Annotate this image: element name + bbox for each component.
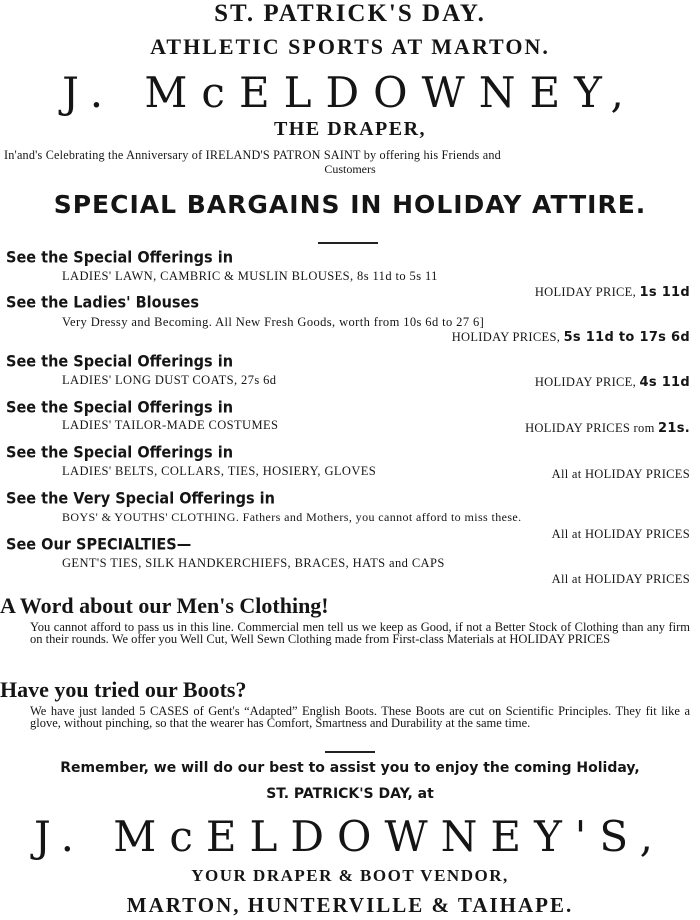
divider (318, 242, 378, 244)
merchant-role: THE DRAPER, (273, 118, 427, 140)
footer-role: YOUR DRAPER & BOOT VENDOR, (191, 866, 509, 885)
offer-heading: See the Very Special Offerings in (6, 490, 275, 508)
price-label: All at HOLIDAY PRICES (551, 467, 690, 481)
offer-heading: See the Special Offerings in (6, 399, 234, 417)
offer-price (525, 421, 690, 436)
offer-heading: See the Special Offerings in (6, 249, 234, 267)
offer-heading: See the Special Offerings in (6, 353, 234, 371)
offer-item: BOYS' & YOUTHS' CLOTHING. Fathers and Mothers, you cannot afford to miss these. (62, 510, 522, 524)
event-title: ST. PATRICK'S DAY. (214, 0, 486, 27)
price-label: HOLIDAY PRICES rom (525, 421, 655, 435)
offer-price (452, 330, 690, 345)
offer-heading: See Our SPECIALTIES— (6, 536, 192, 554)
offer-price (552, 572, 690, 587)
divider (325, 751, 375, 753)
closing-day: ST. PATRICK'S DAY, at (266, 786, 434, 802)
price-label: All at HOLIDAY PRICES (551, 572, 690, 586)
offer-item: LADIES' TAILOR-MADE COSTUMES (62, 418, 279, 432)
footer-towns: MARTON, HUNTERVILLE & TAIHAPE. (126, 893, 574, 917)
price-label: All at HOLIDAY PRICES (551, 527, 690, 541)
offer-price (535, 285, 690, 300)
closing-message: Remember, we will do our best to assist you to enjoy the coming Holiday, (60, 760, 640, 776)
price-value: 21s. (658, 421, 690, 436)
merchant-name: J. McELDOWNEY, (62, 68, 638, 117)
section-body: We have just landed 5 CASES of Gent's “Adapted” English Boots. These Boots are cut on Scientific Principles. They fit like a glove, without pinching, so that the wearer has Comfort, Smartness and Durability at the same time. (30, 704, 690, 730)
price-label: HOLIDAY PRICE, (534, 375, 637, 389)
price-value: 4s 11d (639, 375, 690, 390)
offer-item: LADIES' BELTS, COLLARS, TIES, HOSIERY, GLOVES (62, 464, 377, 478)
offer-price (552, 527, 690, 542)
offer-heading: See the Special Offerings in (6, 444, 234, 462)
footer-merchant-name: J. McELDOWNEY'S, (34, 812, 666, 861)
intro-text-line1: In'and's Celebrating the Anniversary of IRELAND'S PATRON SAINT by offering his Friends and (4, 148, 501, 162)
event-subtitle: ATHLETIC SPORTS AT MARTON. (150, 34, 550, 59)
offer-heading: See the Ladies' Blouses (6, 294, 200, 312)
price-label: HOLIDAY PRICE, (534, 285, 637, 299)
price-value: 1s 11d (639, 285, 690, 300)
offer-item: LADIES' LAWN, CAMBRIC & MUSLIN BLOUSES, 8s 11d to 5s 11 (62, 269, 438, 283)
offer-item: GENT'S TIES, SILK HANDKERCHIEFS, BRACES, HATS and CAPS (62, 556, 445, 570)
section-heading: A Word about our Men's Clothing! (0, 593, 329, 618)
section-heading: Have you tried our Boots? (0, 677, 247, 702)
offer-item: LADIES' LONG DUST COATS, 27s 6d (62, 373, 277, 387)
section-body: You cannot afford to pass us in this line. Commercial men tell us we keep as Good, if not a Better Stock of Clothing than any firm on their rounds. We offer you Well Cut, Well Sewn Clothing made from First-class Materials at HOLIDAY PRICES (30, 620, 690, 646)
headline: SPECIAL BARGAINS IN HOLIDAY ATTIRE. (53, 190, 647, 219)
price-value: 5s 11d to 17s 6d (563, 330, 690, 345)
offer-price (535, 375, 690, 390)
offer-item: Very Dressy and Becoming. All New Fresh Goods, worth from 10s 6d to 27 6] (62, 315, 485, 329)
intro-text-line2: Customers (324, 162, 376, 176)
price-label: HOLIDAY PRICES, (451, 330, 561, 344)
offer-price (552, 467, 690, 482)
